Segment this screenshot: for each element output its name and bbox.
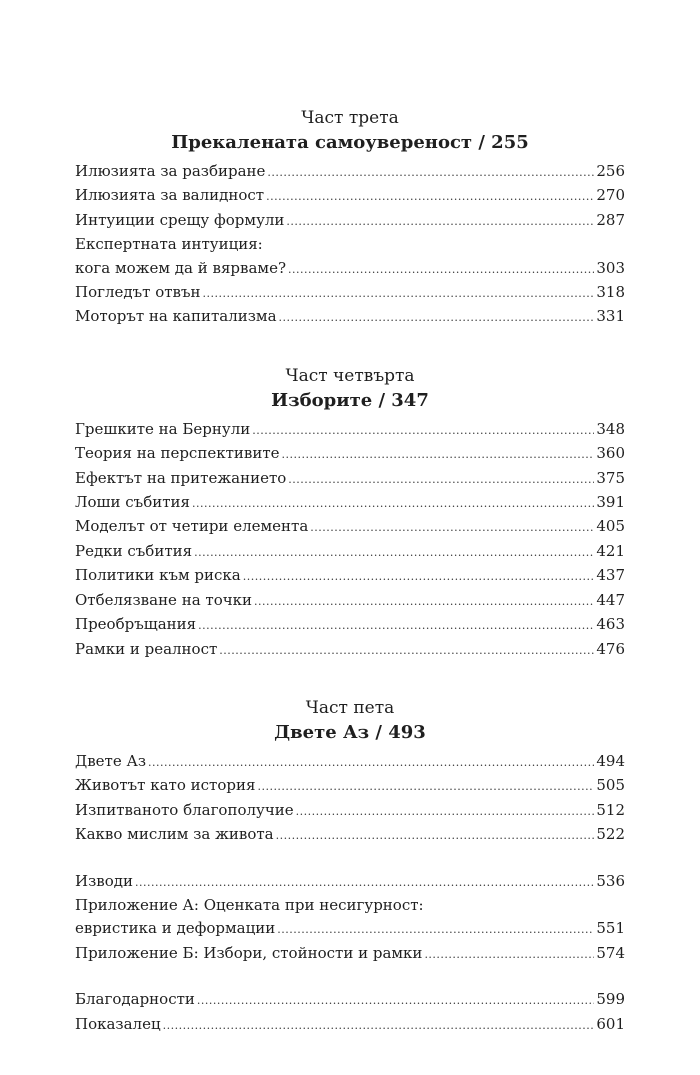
part-four-header xyxy=(75,364,625,414)
page-number: 494 xyxy=(596,751,625,770)
toc-entry: Приложение Б: Избори, стойности и рамки ..... 574 xyxy=(75,942,625,966)
toc-entry: Илюзията за разбиране ..... 256 xyxy=(75,160,625,184)
toc-entry: Животът като история ..... 505 xyxy=(75,774,625,798)
part-label: Част трета xyxy=(301,108,399,128)
page-number: 318 xyxy=(596,283,625,302)
toc-entry: Моторът на капитализма ..... 331 xyxy=(75,305,625,329)
page-number: 256 xyxy=(596,162,625,180)
page-number: 551 xyxy=(596,919,625,938)
part-title: Изборите / 347 xyxy=(271,389,429,411)
page-number: 447 xyxy=(596,590,625,609)
page-number: 391 xyxy=(596,493,625,512)
toc-entry: Какво мислим за живота ..... 522 xyxy=(75,823,625,847)
page-number: 512 xyxy=(596,800,625,819)
page-number: 303 xyxy=(596,258,625,277)
toc-entry: евристика и деформации ..... 551 xyxy=(75,917,625,941)
page-number: 536 xyxy=(596,871,625,890)
page-number: 360 xyxy=(596,444,625,463)
toc-entry: Интуиции срещу формули ..... 287 xyxy=(75,209,625,233)
toc-entry-lead: Приложение А: Оценката при несигурност: xyxy=(75,895,424,914)
toc-entry: Показалец ..... 601 xyxy=(75,1013,625,1037)
page-number: 437 xyxy=(596,566,625,585)
table-of-contents xyxy=(75,100,625,1037)
part-title: Двете Аз / 493 xyxy=(274,721,426,743)
page-number: 463 xyxy=(596,615,625,634)
page-number: 270 xyxy=(596,186,625,205)
toc-entry: Погледът отвън ..... 318 xyxy=(75,281,625,305)
toc-entry: Преобръщания ..... 463 xyxy=(75,613,625,637)
page-number: 405 xyxy=(596,517,625,536)
toc-entry: Моделът от четири елемента ..... 405 xyxy=(75,515,625,539)
toc-entry: Отбелязване на точки ..... 447 xyxy=(75,589,625,613)
toc-entry: Двете Аз ..... 494 xyxy=(75,750,625,774)
page-number: 375 xyxy=(596,468,625,487)
page-number: 574 xyxy=(596,943,625,962)
toc-entry: Грешките на Бернули ..... 348 xyxy=(75,418,625,442)
part-label: Част пета xyxy=(305,697,395,718)
toc-entry: Илюзията за валидност ..... 270 xyxy=(75,184,625,208)
part-title: Прекалената самоувереност / 255 xyxy=(171,132,529,153)
page-number: 331 xyxy=(596,307,625,326)
page-number: 599 xyxy=(596,990,625,1009)
page-number: 421 xyxy=(596,541,625,560)
toc-entry: Лоши събития ..... 391 xyxy=(75,491,625,515)
toc-entry: Рамки и реалност ..... 476 xyxy=(75,638,625,662)
toc-entry: Политики към риска ..... 437 xyxy=(75,564,625,588)
toc-entry: Теория на перспективите ..... 360 xyxy=(75,442,625,466)
toc-entry-lead: Експертната интуиция: xyxy=(75,235,263,254)
page-number: 287 xyxy=(596,210,625,229)
toc-entry: Изводи ..... 536 xyxy=(75,870,625,894)
part-three-header xyxy=(75,106,625,156)
toc-entry: Изпитваното благополучие ..... 512 xyxy=(75,799,625,823)
part-label: Част четвърта xyxy=(285,365,415,386)
toc-entry: кога можем да й вярваме? ..... 303 xyxy=(75,257,625,281)
page-number: 505 xyxy=(596,776,625,795)
page-number: 348 xyxy=(596,419,625,438)
toc-entry: Редки събития ..... 421 xyxy=(75,540,625,564)
page-number: 476 xyxy=(596,639,625,658)
toc-entry: Ефектът на притежанието ..... 375 xyxy=(75,467,625,491)
toc-entry: Благодарности ..... 599 xyxy=(75,988,625,1012)
page-number: 522 xyxy=(596,825,625,844)
page-number: 601 xyxy=(596,1014,625,1033)
part-five-header xyxy=(75,696,625,746)
